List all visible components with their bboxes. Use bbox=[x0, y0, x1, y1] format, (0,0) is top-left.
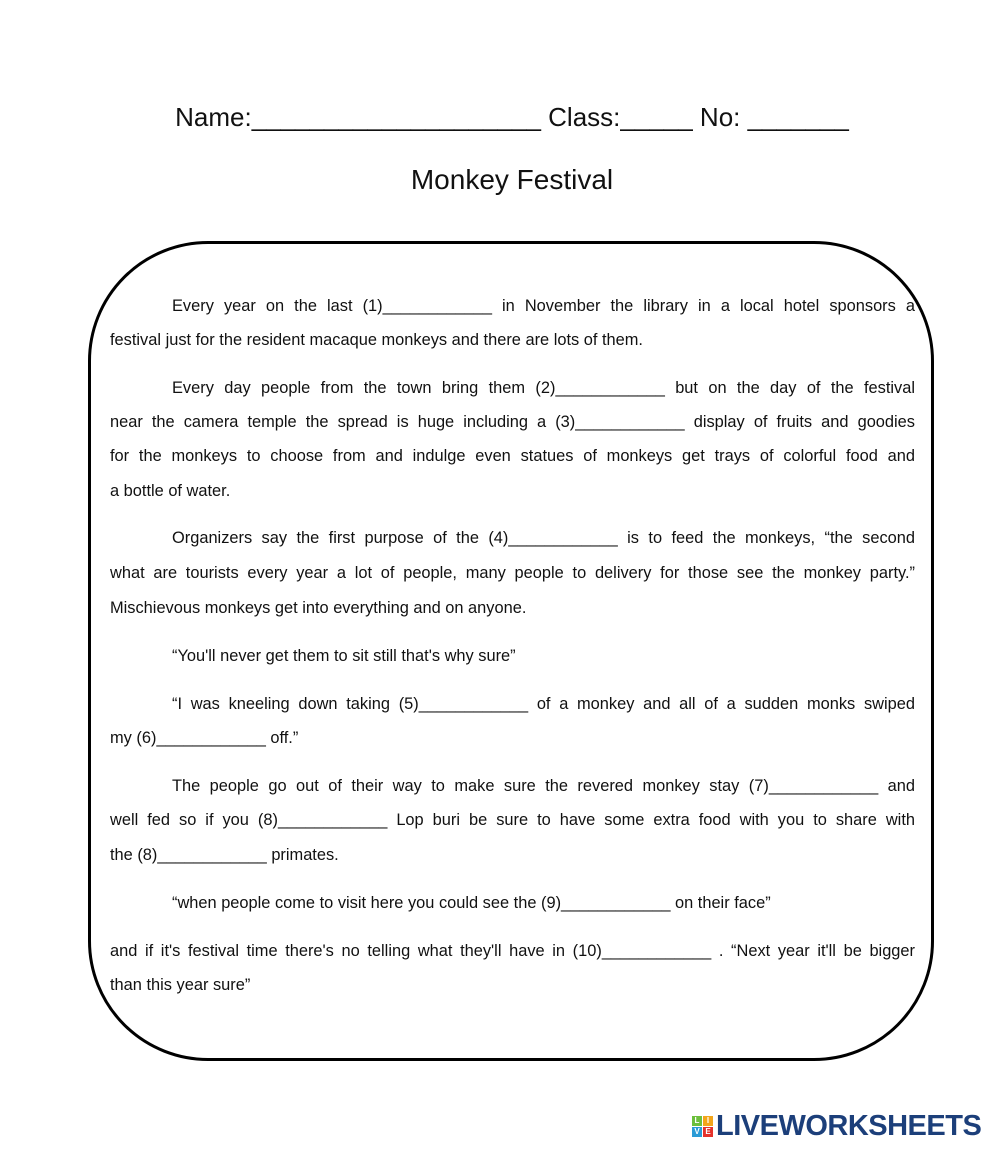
answer-blank[interactable]: (4)____________ bbox=[488, 529, 618, 547]
passage-text: in November the library in a local hotel sponsors a bbox=[491, 297, 916, 315]
passage-line bbox=[110, 941, 915, 961]
answer-blank[interactable]: (2)____________ bbox=[535, 379, 665, 397]
passage-text: primates. bbox=[266, 846, 339, 864]
passage-text: “I was kneeling down taking bbox=[172, 695, 399, 713]
passage-line bbox=[110, 810, 915, 830]
passage-text: well fed so if you bbox=[110, 811, 258, 829]
answer-blank[interactable]: (10)____________ bbox=[572, 942, 712, 960]
passage-text: Every year on the last bbox=[172, 297, 363, 315]
passage-text: “when people come to visit here you could see the bbox=[172, 894, 542, 912]
passage-text: Every day people from the town bring them bbox=[172, 379, 536, 397]
passage-text: Lop buri be sure to have some extra food with you to share with bbox=[387, 811, 915, 829]
passage-line bbox=[172, 776, 915, 796]
liveworksheets-logo bbox=[692, 1110, 981, 1143]
passage-text: Mischievous monkeys get into everything and on anyone. bbox=[110, 599, 527, 617]
answer-blank[interactable]: (3)____________ bbox=[555, 413, 685, 431]
passage-line bbox=[110, 330, 643, 350]
passage-text: what are tourists every year a lot of people, many people to delivery for those see the monkey party.” bbox=[110, 564, 915, 582]
passage-text: off.” bbox=[265, 729, 299, 747]
logo-tile: L bbox=[692, 1116, 702, 1126]
passage-text: a bottle of water. bbox=[110, 482, 231, 500]
passage-text: of a monkey and all of a sudden monks swiped bbox=[528, 695, 915, 713]
passage-text: Organizers say the first purpose of the bbox=[172, 529, 489, 547]
logo-tile: V bbox=[692, 1127, 702, 1137]
passage-line bbox=[110, 598, 526, 618]
passage-line bbox=[110, 412, 915, 432]
logo-text: LIVEWORKSHEETS bbox=[716, 1110, 982, 1142]
passage-text: than this year sure” bbox=[110, 976, 251, 994]
passage-line bbox=[110, 845, 339, 865]
answer-blank[interactable]: (6)____________ bbox=[136, 729, 266, 747]
passage-line bbox=[110, 728, 298, 748]
answer-blank[interactable]: (7)____________ bbox=[748, 777, 879, 795]
passage-text: and bbox=[878, 777, 915, 795]
passage-line bbox=[172, 378, 915, 398]
passage-line bbox=[110, 563, 915, 583]
passage-line bbox=[172, 893, 771, 913]
passage-line bbox=[110, 975, 250, 995]
answer-blank[interactable]: (5)____________ bbox=[398, 695, 529, 713]
passage-line bbox=[110, 446, 915, 466]
passage-text: . “Next year it'll be bigger bbox=[711, 942, 916, 960]
answer-blank[interactable]: (8)____________ bbox=[137, 846, 267, 864]
passage-line bbox=[172, 296, 915, 316]
answer-blank[interactable]: (1)____________ bbox=[362, 297, 492, 315]
logo-tile: E bbox=[703, 1127, 713, 1137]
name-class-number-line: Name:____________________ Class:_____ No: _______ bbox=[175, 102, 849, 132]
passage-text: is to feed the monkeys, “the second bbox=[617, 529, 915, 547]
passage-text: but on the day of the festival bbox=[664, 379, 915, 397]
answer-blank[interactable]: (9)____________ bbox=[541, 894, 671, 912]
logo-tile: I bbox=[703, 1116, 713, 1126]
worksheet-title: Monkey Festival bbox=[410, 164, 614, 195]
passage-text: display of fruits and goodies bbox=[684, 413, 915, 431]
passage-line bbox=[172, 528, 915, 548]
passage-line bbox=[110, 481, 230, 501]
passage-text: the bbox=[110, 846, 138, 864]
passage-text: The people go out of their way to make sure the revered monkey stay bbox=[172, 777, 749, 795]
passage-text: festival just for the resident macaque monkeys and there are lots of them. bbox=[110, 331, 643, 349]
passage-line bbox=[172, 646, 516, 666]
answer-blank[interactable]: (8)____________ bbox=[257, 811, 388, 829]
passage-text: “You'll never get them to sit still that's why sure” bbox=[172, 647, 516, 665]
logo-tiles-icon bbox=[692, 1116, 713, 1137]
passage-text: and if it's festival time there's no telling what they'll have in bbox=[110, 942, 573, 960]
passage-text: my bbox=[110, 729, 137, 747]
passage-line bbox=[172, 694, 915, 714]
passage-text: for the monkeys to choose from and indulge even statues of monkeys get trays of colorful food and bbox=[110, 447, 915, 465]
passage-text: on their face” bbox=[670, 894, 771, 912]
passage-text: near the camera temple the spread is huge including a bbox=[110, 413, 556, 431]
